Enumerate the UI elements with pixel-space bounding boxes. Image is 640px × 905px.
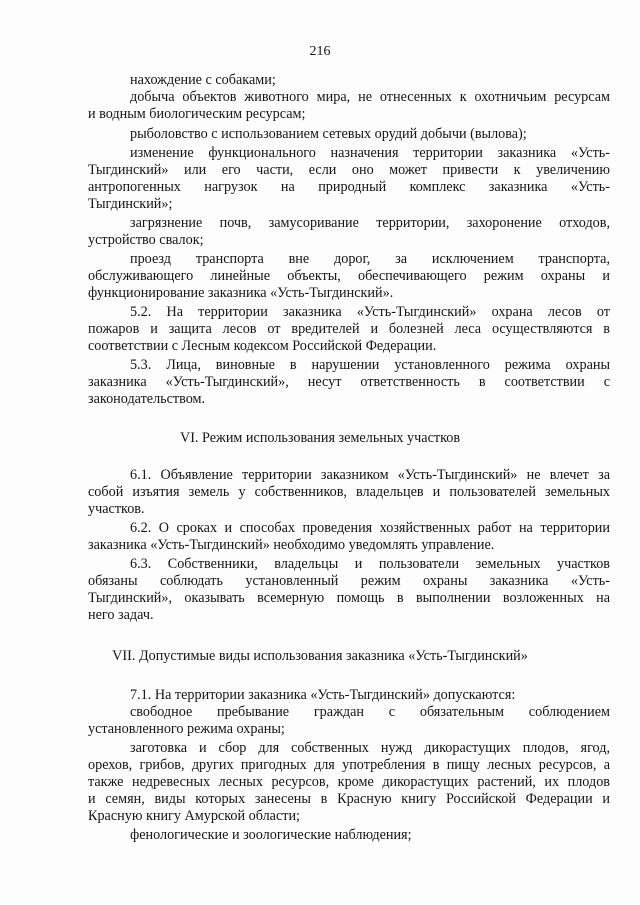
text-line: свободное пребывание граждан с обязательным соблюдением xyxy=(130,704,610,720)
text-line: обязаны соблюдать установленный режим охраны заказника «Усть- xyxy=(88,573,610,589)
text-line: 6.2. О сроках и способах проведения хозяйственных работ на территории xyxy=(130,520,610,536)
text-line: собой изъятия земель у собственников, владельцев и пользователей земельных xyxy=(88,484,610,500)
text-line: и семян, виды которых занесены в Красную книгу Российской Федерации и xyxy=(88,791,610,807)
text-line: обслуживающего линейные объекты, обеспечивающего режим охраны и xyxy=(88,268,610,284)
text-line: изменение функционального назначения территории заказника «Усть- xyxy=(130,145,610,161)
text-line: добыча объектов животного мира, не отнесенных к охотничьим ресурсам xyxy=(130,89,610,105)
text-line: также недревесных лесных ресурсов, кроме дикорастущих растений, их плодов xyxy=(88,774,610,790)
text-line: функционирование заказника «Усть-Тыгдинский». xyxy=(88,285,394,301)
text-line: нахождение с собаками; xyxy=(130,72,276,88)
text-line: пожаров и защита лесов от вредителей и болезней леса осуществляются в xyxy=(88,321,610,337)
text-line: заготовка и сбор для собственных нужд дикорастущих плодов, ягод, xyxy=(130,740,610,756)
text-line: устройство свалок; xyxy=(88,232,204,248)
text-line: проезд транспорта вне дорог, за исключением транспорта, xyxy=(130,251,610,267)
text-line: Тыгдинский» или его части, если оно может привести к увеличению xyxy=(88,162,610,178)
text-line: фенологические и зоологические наблюдения; xyxy=(130,827,412,843)
text-line: 5.3. Лица, виновные в нарушении установленного режима охраны xyxy=(130,357,610,373)
text-line: участков. xyxy=(88,501,145,517)
text-line: заказника «Усть-Тыгдинский», несут ответственность в соответствии с xyxy=(88,374,610,390)
text-line: соответствии с Лесным кодексом Российской Федерации. xyxy=(88,338,437,354)
text-line: него задач. xyxy=(88,607,154,623)
text-line: законодательством. xyxy=(88,391,206,407)
section-heading-6: VI. Режим использования земельных участков xyxy=(179,430,461,446)
text-line: Красную книгу Амурской области; xyxy=(88,808,301,824)
page-number: 216 xyxy=(309,44,331,59)
text-line: загрязнение почв, замусоривание территории, захоронение отходов, xyxy=(130,215,610,231)
text-line: и водным биологическим ресурсам; xyxy=(88,106,306,122)
text-line: 7.1. На территории заказника «Усть-Тыгдинский» допускаются: xyxy=(130,687,516,703)
text-line: орехов, грибов, других пригодных для употребления в пищу лесных ресурсов, а xyxy=(88,757,610,773)
text-line: Тыгдинский», оказывать всемерную помощь в выполнении возложенных на xyxy=(88,590,610,606)
text-line: установленного режима охраны; xyxy=(88,721,285,737)
text-line: рыболовство с использованием сетевых орудий добычи (вылова); xyxy=(130,126,527,142)
section-heading-7: VII. Допустимые виды использования заказника «Усть-Тыгдинский» xyxy=(112,648,528,664)
text-line: 6.1. Объявление территории заказником «Усть-Тыгдинский» не влечет за xyxy=(130,467,610,483)
text-line: Тыгдинский»; xyxy=(88,196,173,212)
text-line: 6.3. Собственники, владельцы и пользователи земельных участков xyxy=(130,556,610,572)
text-line: 5.2. На территории заказника «Усть-Тыгдинский» охрана лесов от xyxy=(130,304,610,320)
text-line: антропогенных нагрузок на природный комплекс заказника «Усть- xyxy=(88,179,610,195)
text-line: заказника «Усть-Тыгдинский» необходимо уведомлять управление. xyxy=(88,537,495,553)
